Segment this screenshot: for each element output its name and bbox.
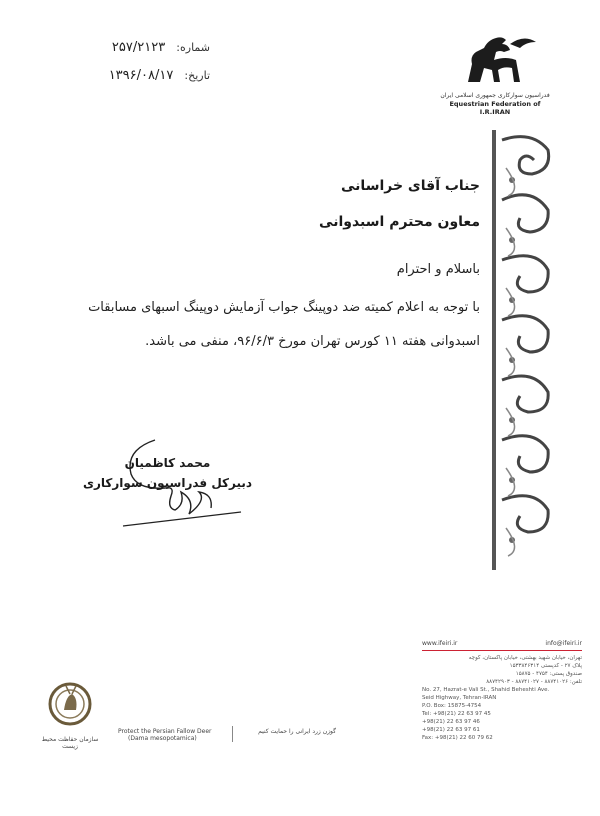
letter-number-value: ۲۵۷/۲۱۲۳	[111, 40, 166, 55]
footer-phone-3: +98(21) 22 63 97 61	[422, 727, 480, 733]
slogan-fa: گوزن زرد ایرانی را حمایت کنیم	[258, 728, 336, 735]
deer-emblem-icon	[40, 680, 100, 732]
footer-web-row	[422, 640, 582, 647]
slogan-divider	[232, 726, 233, 742]
slogan-en-line-1: Protect the Persian Fallow Deer	[118, 728, 212, 735]
signer-name: محمد کاظمیان	[124, 456, 211, 470]
footer-fax: Fax: +98(21) 22 60 79 62	[422, 735, 493, 741]
footer-website: www.ifeiri.ir	[422, 640, 458, 647]
letter-number-row	[70, 36, 210, 55]
footer-phones-fa: تلفن: ۸۸۷۴۱۰۲۶ - ۸۸۷۴۱۰۲۷ - ۸۸۷۴۲۹۰۳	[486, 679, 582, 685]
letter-date-value: ۱۳۹۶/۰۸/۱۷	[108, 68, 174, 83]
footer-contact	[422, 640, 582, 742]
footer-address-fa-1: تهران، خیابان شهید بهشتی، خیابان پاکستان، کوچه	[468, 655, 582, 661]
footer-address-en-2: Seid Highway, Tehran-IRAN	[422, 695, 497, 701]
federation-logo	[440, 30, 550, 116]
letter-number-label: شماره:	[176, 41, 210, 54]
footer-address-fa-2: پلاک ۲۷ - کدپستی ۱۵۳۳۸۴۶۳۱۴	[509, 663, 582, 669]
recipient-name: جناب آقای خراسانی	[341, 178, 480, 194]
footer-phone-2: +98(21) 22 63 97 46	[422, 719, 480, 725]
federation-name-en: Equestrian Federation of I.R.IRAN	[449, 100, 541, 116]
footer-address-en-1: No. 27, Hazrat-e Vali St., Shahid Beheshti Ave.	[422, 687, 550, 693]
recipient-title: معاون محترم اسبدوانی	[319, 214, 480, 230]
footer-divider	[422, 650, 582, 651]
body-line-1: با توجه به اعلام کمیته ضد دوپینگ جواب آزمایش دوپینگ اسبهای مسابقات	[88, 300, 480, 315]
greeting: باسلام و احترام	[396, 262, 480, 277]
letter-date-row	[70, 64, 210, 83]
ornamental-border	[492, 130, 558, 570]
body-line-2: اسبدوانی هفته ۱۱ کورس تهران مورخ ۹۶/۶/۳، منفی می باشد.	[145, 334, 480, 349]
emblem-caption: سازمان حفاظت محیط زیست	[41, 736, 99, 750]
letter-date-label: تاریخ:	[184, 69, 210, 82]
ornament-pattern-icon	[492, 130, 558, 570]
horse-logo-icon	[440, 30, 550, 90]
footer-phone-1: Tel: +98(21) 22 63 97 45	[422, 711, 491, 717]
signer-title: دبیرکل فدراسیون سوارکاری	[82, 476, 253, 490]
footer-address-en-3: P.O. Box: 15875-4754	[422, 703, 482, 709]
federation-name-fa: فدراسیون سوارکاری جمهوری اسلامی ایران	[440, 92, 550, 99]
footer-address-fa-3: صندوق پستی: ۴۷۵۴ - ۱۵۸۷۵	[515, 671, 582, 677]
slogan-en-line-2: (Dama mesopotamica)	[128, 735, 197, 742]
environment-emblem	[40, 680, 100, 750]
footer-slogan-en	[118, 728, 228, 742]
footer-email: info@ifeiri.ir	[545, 640, 582, 647]
